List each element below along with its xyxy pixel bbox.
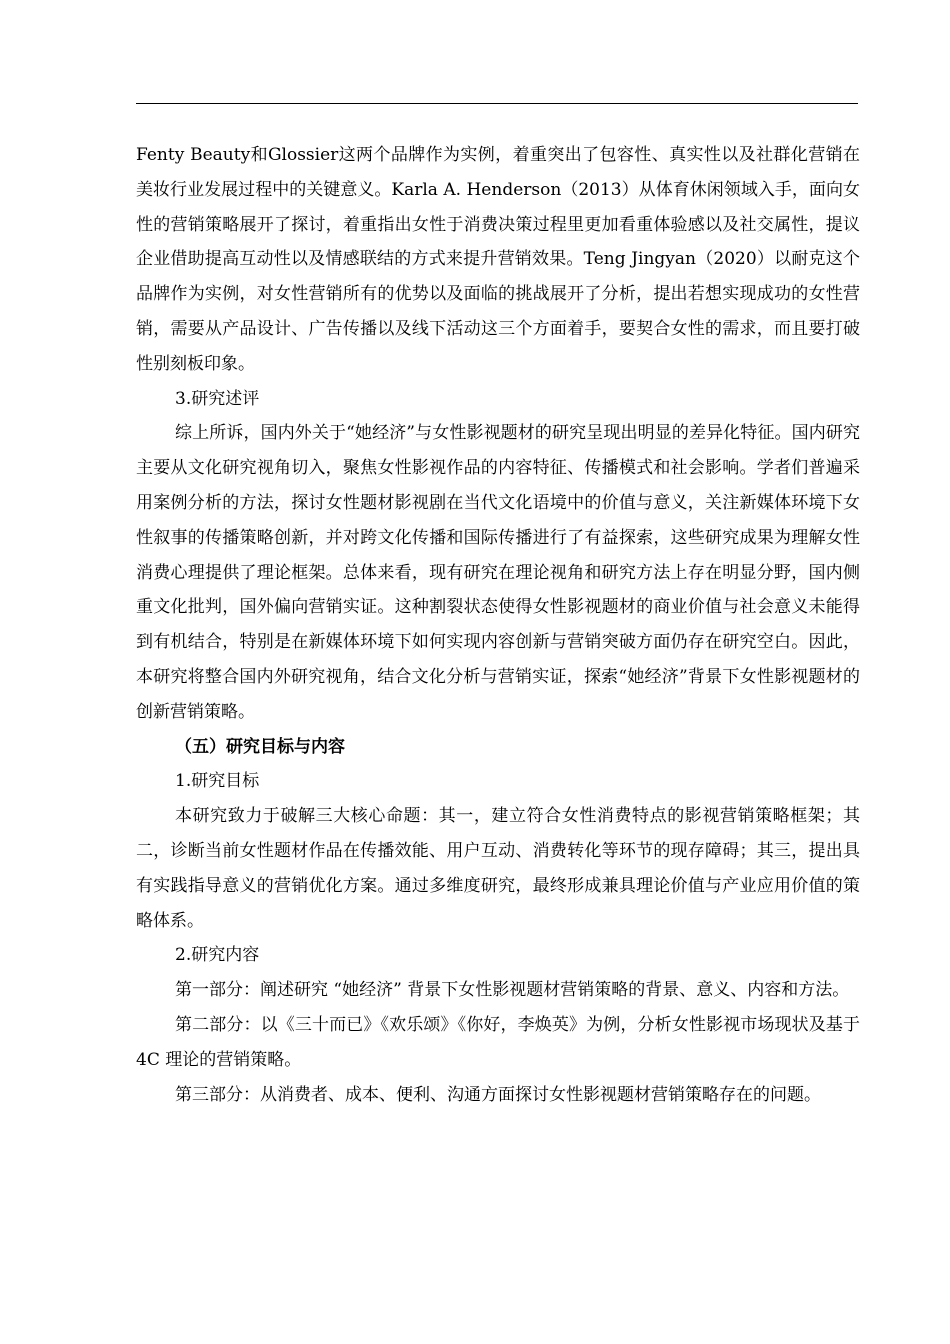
paragraph-research-goals: 本研究致力于破解三大核心命题：其一，建立符合女性消费特点的影视营销策略框架；其二，诊断当前女性题材作品在传播效能、用户互动、消费转化等环节的现存障碍；其三，提出具有实践指导意义的营销优化方案。通过多维度研究，最终形成兼具理论价值与产业应用价值的策略体系。 xyxy=(136,806,860,931)
body-text xyxy=(136,138,860,1112)
paragraph-research-review: 综上所诉，国内外关于“她经济”与女性影视题材的研究呈现出明显的差异化特征。国内研究主要从文化研究视角切入，聚焦女性影视作品的内容特征、传播模式和社会影响。学者们普遍采用案例分析的方法，探讨女性题材影视剧在当代文化语境中的价值与意义，关注新媒体环境下女性叙事的传播策略创新，并对跨文化传播和国际传播进行了有益探索，这些研究成果为理解女性消费心理提供了理论框架。总体来看，现有研究在理论视角和研究方法上存在明显分野，国内侧重文化批判，国外偏向营销实证。这种割裂状态使得女性影视题材的商业价值与社会意义未能得到有机结合，特别是在新媒体环境下如何实现内容创新与营销突破方面仍存在研究空白。因此，本研究将整合国内外研究视角，结合文化分析与营销实证，探索“她经济”背景下女性影视题材的创新营销策略。 xyxy=(136,423,860,722)
header-rule xyxy=(136,103,858,104)
paragraph-part-one: 第一部分：阐述研究 “她经济” 背景下女性影视题材营销策略的背景、意义、内容和方法。 xyxy=(175,980,850,1001)
paragraph-part-two: 第二部分：以《三十而已》《欢乐颂》《你好，李焕英》为例，分析女性影视市场现状及基于 4C 理论的营销策略。 xyxy=(136,1014,860,1070)
subheading-research-review: 3.研究述评 xyxy=(175,388,260,409)
subheading-research-goals: 1.研究目标 xyxy=(175,771,260,792)
paragraph-part-three: 第三部分：从消费者、成本、便利、沟通方面探讨女性影视题材营销策略存在的问题。 xyxy=(175,1084,821,1105)
subheading-research-content: 2.研究内容 xyxy=(175,945,260,966)
section-heading-goals-content: （五）研究目标与内容 xyxy=(175,736,345,757)
paragraph-literature-continued: Fenty Beauty和Glossier这两个品牌作为实例，着重突出了包容性、真实性以及社群化营销在美妆行业发展过程中的关键意义。Karla A. Henderson（2013）从体育休闲领域入手，面向女性的营销策略展开了探讨，着重指出女性于消费决策过程里更加看重体验感以及社交属性，提议企业借助提高互动性以及情感联结的方式来提升营销效果。Teng Jingyan（2020）以耐克这个品牌作为实例，对女性营销所有的优势以及面临的挑战展开了分析，提出若想实现成功的女性营销，需要从产品设计、广告传播以及线下活动这三个方面着手，要契合女性的需求，而且要打破性别刻板印象。 xyxy=(136,145,860,374)
